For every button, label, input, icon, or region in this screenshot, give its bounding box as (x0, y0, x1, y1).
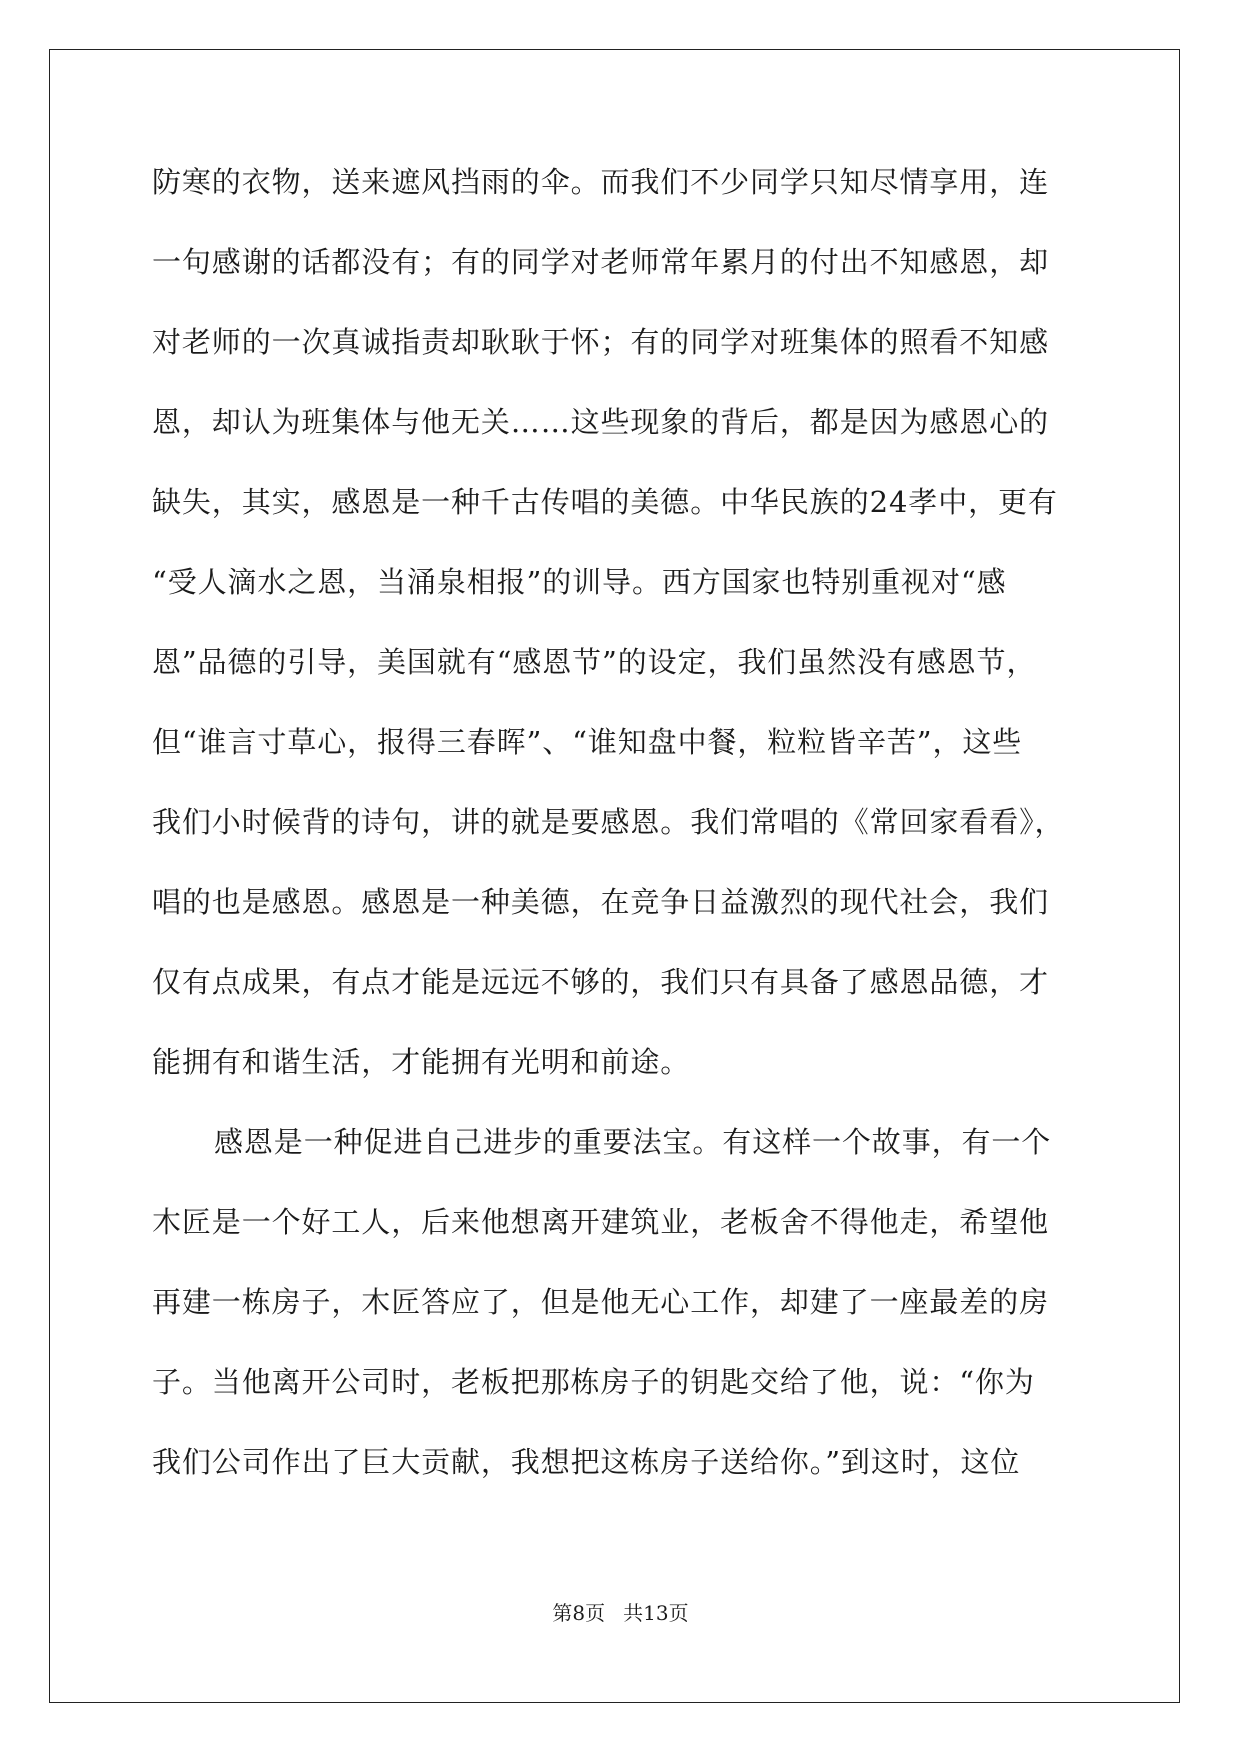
text-line: 恩”品德的引导，美国就有“感恩节”的设定，我们虽然没有感恩节， (152, 645, 1037, 679)
text-line: 防寒的衣物，送来遮风挡雨的伞。而我们不少同学只知尽情享用，连 (152, 165, 1050, 199)
text-line: 能拥有和谐生活，才能拥有光明和前途。 (152, 1045, 691, 1079)
text-line: 我们小时候背的诗句，讲的就是要感恩。我们常唱的《常回家看看》， (152, 805, 1065, 839)
text-line: 对老师的一次真诚指责却耿耿于怀；有的同学对班集体的照看不知感 (152, 325, 1050, 359)
text-line: 但“谁言寸草心，报得三春晖”、“谁知盘中餐，粒粒皆辛苦”，这些 (152, 725, 1023, 759)
text-line: 我们公司作出了巨大贡献，我想把这栋房子送给你。”到这时，这位 (152, 1445, 1021, 1479)
text-line: 木匠是一个好工人，后来他想离开建筑业，老板舍不得他走，希望他 (152, 1205, 1050, 1239)
page-number-total: 共13页 (623, 1601, 689, 1625)
text-line: “受人滴水之恩，当涌泉相报”的训导。西方国家也特别重视对“感 (152, 565, 1007, 599)
page-footer (0, 1601, 1241, 1625)
paragraph-start-line: 感恩是一种促进自己进步的重要法宝。有这样一个故事，有一个 (214, 1125, 1052, 1159)
text-line: 唱的也是感恩。感恩是一种美德，在竞争日益激烈的现代社会，我们 (152, 885, 1050, 919)
page-number-current: 第8页 (552, 1601, 606, 1625)
document-body (152, 162, 1092, 1522)
text-line: 一句感谢的话都没有；有的同学对老师常年累月的付出不知感恩，却 (152, 245, 1050, 279)
text-line: 仅有点成果，有点才能是远远不够的，我们只有具备了感恩品德，才 (152, 965, 1050, 999)
text-line: 再建一栋房子，木匠答应了，但是他无心工作，却建了一座最差的房 (152, 1285, 1050, 1319)
text-line: 恩，却认为班集体与他无关……这些现象的背后，都是因为感恩心的 (152, 405, 1050, 439)
text-line: 缺失，其实，感恩是一种千古传唱的美德。中华民族的24孝中，更有 (152, 485, 1058, 519)
text-line: 子。当他离开公司时，老板把那栋房子的钥匙交给了他，说：“你为 (152, 1365, 1035, 1399)
